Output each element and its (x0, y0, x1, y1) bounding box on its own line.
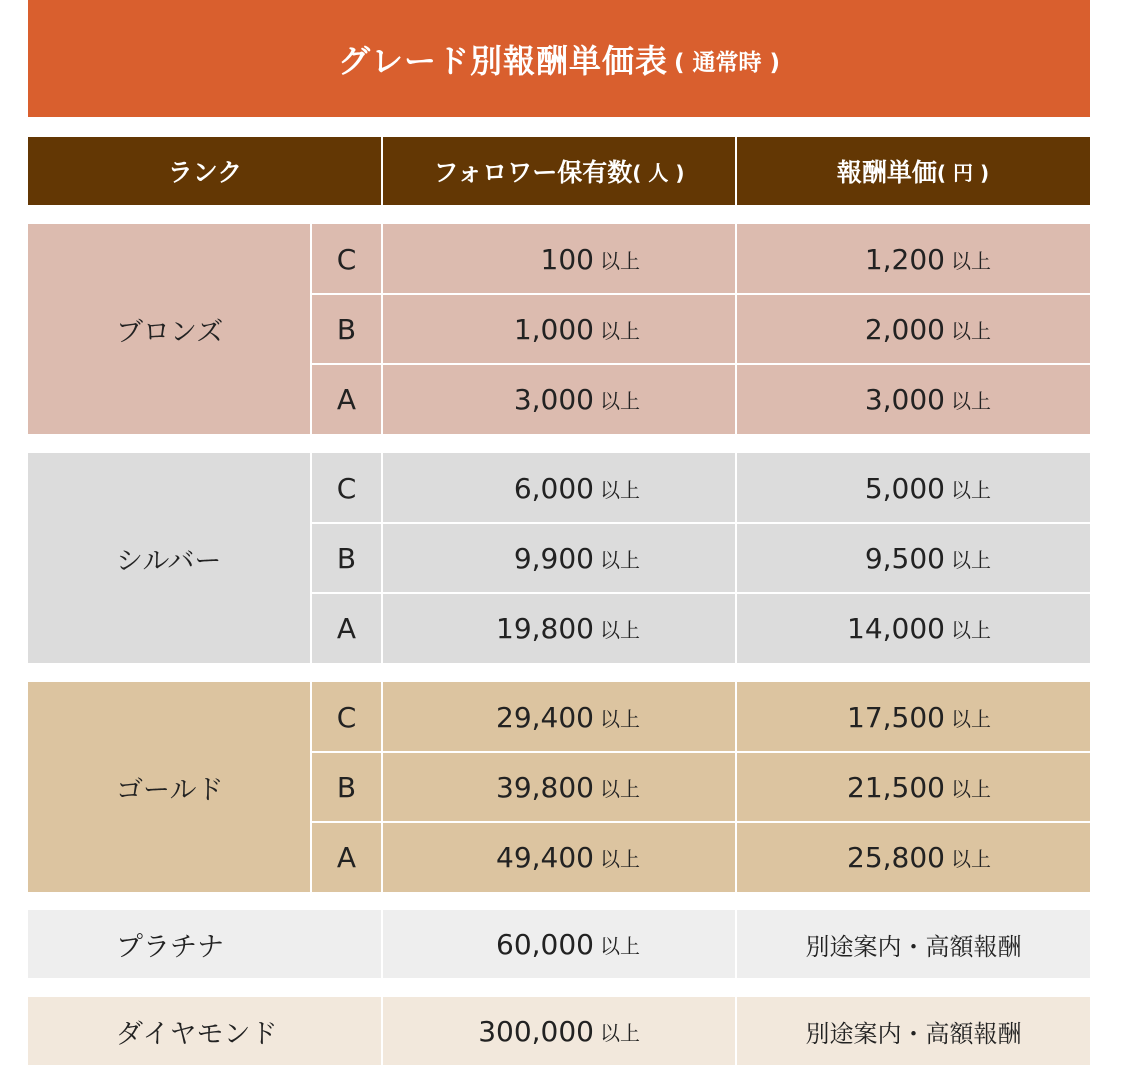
followers-cell-value: 9,900 (513, 541, 594, 575)
reward-cell-unit: 以上 (951, 706, 991, 731)
reward-cell (737, 593, 991, 663)
reward-cell-value: 5,000 (864, 471, 945, 505)
table-row (28, 593, 1090, 663)
reward-cell (737, 364, 991, 434)
followers-cell (383, 224, 640, 294)
followers-cell-unit: 以上 (600, 1020, 640, 1045)
followers-cell-unit: 以上 (600, 547, 640, 572)
reward-cell (737, 523, 991, 593)
grade-letter: C (336, 471, 357, 505)
followers-cell (383, 752, 640, 822)
title-main: グレード別報酬単価表 (337, 41, 668, 80)
followers-cell-value: 300,000 (478, 1014, 594, 1048)
grade-letter: A (336, 382, 357, 416)
rank-name: プラチナ (116, 931, 224, 963)
reward-cell-unit: 以上 (951, 846, 991, 871)
followers-cell-unit: 以上 (600, 318, 640, 343)
table-title (28, 0, 1090, 117)
reward-cell (737, 453, 991, 523)
grade-letter: B (336, 770, 357, 804)
table-row (28, 997, 1090, 1065)
followers-cell-value: 1,000 (513, 312, 594, 346)
followers-cell-unit: 以上 (600, 617, 640, 642)
reward-cell-value: 17,500 (847, 700, 945, 734)
followers-cell (383, 822, 640, 892)
reward-cell-unit: 以上 (951, 617, 991, 642)
reward-note: 別途案内・高額報酬 (805, 932, 1022, 961)
rank-name: ブロンズ (116, 316, 224, 348)
title-sub: ( 通常時 ) (673, 50, 781, 76)
followers-cell-value: 60,000 (496, 927, 594, 961)
reward-cell-unit: 以上 (951, 477, 991, 502)
reward-cell-value: 2,000 (864, 312, 945, 346)
followers-cell-unit: 以上 (600, 388, 640, 413)
followers-cell (383, 997, 640, 1065)
table-row (28, 822, 1090, 892)
followers-cell (383, 910, 640, 978)
followers-cell-unit: 以上 (600, 477, 640, 502)
followers-cell-unit: 以上 (600, 248, 640, 273)
followers-cell-unit: 以上 (600, 776, 640, 801)
table-row (28, 523, 1090, 593)
header-reward: 報酬単価 ( 円 ) (836, 158, 990, 187)
followers-cell (383, 453, 640, 523)
followers-cell-value: 49,400 (496, 840, 594, 874)
grade-letter: B (336, 312, 357, 346)
grade-letter: C (336, 700, 357, 734)
reward-cell-value: 1,200 (864, 242, 945, 276)
rank-group (28, 682, 1090, 892)
grade-letter: A (336, 840, 357, 874)
table-row (28, 910, 1090, 978)
table-row (28, 364, 1090, 434)
table-row (28, 224, 1090, 294)
reward-cell-value: 25,800 (847, 840, 945, 874)
rank-name: ゴールド (116, 774, 224, 806)
reward-cell-value: 9,500 (864, 541, 945, 575)
reward-cell (737, 822, 991, 892)
reward-cell-unit: 以上 (951, 547, 991, 572)
reward-cell-value: 21,500 (847, 770, 945, 804)
followers-cell-value: 100 (540, 242, 594, 276)
header-rank: ランク (167, 158, 243, 187)
table-row (28, 752, 1090, 822)
reward-cell-value: 14,000 (847, 611, 945, 645)
reward-cell-unit: 以上 (951, 248, 991, 273)
followers-cell-value: 39,800 (496, 770, 594, 804)
followers-cell (383, 294, 640, 364)
followers-cell-value: 29,400 (496, 700, 594, 734)
reward-cell (737, 294, 991, 364)
reward-cell (737, 224, 991, 294)
followers-cell (383, 682, 640, 752)
table-header (28, 137, 1090, 205)
followers-cell-unit: 以上 (600, 706, 640, 731)
rank-group (28, 453, 1090, 663)
reward-cell (737, 752, 991, 822)
table-row (28, 453, 1090, 523)
table-row (28, 682, 1090, 752)
grade-letter: B (336, 541, 357, 575)
grade-letter: C (336, 242, 357, 276)
followers-cell-value: 6,000 (513, 471, 594, 505)
reward-cell-unit: 以上 (951, 318, 991, 343)
followers-cell-unit: 以上 (600, 846, 640, 871)
reward-cell (737, 682, 991, 752)
reward-cell-value: 3,000 (864, 382, 945, 416)
reward-cell-unit: 以上 (951, 776, 991, 801)
followers-cell (383, 523, 640, 593)
grade-letter: A (336, 611, 357, 645)
followers-cell (383, 364, 640, 434)
header-followers-unit: ( 人 ) (632, 160, 685, 185)
rank-name: シルバー (116, 545, 222, 577)
followers-cell (383, 593, 640, 663)
table-row (28, 294, 1090, 364)
followers-cell-value: 19,800 (496, 611, 594, 645)
rank-name: ダイヤモンド (116, 1018, 278, 1050)
rank-group (28, 224, 1090, 434)
header-followers: フォロワー保有数 ( 人 ) (433, 158, 685, 187)
reward-note: 別途案内・高額報酬 (805, 1019, 1022, 1048)
header-reward-unit: ( 円 ) (936, 160, 990, 185)
followers-cell-value: 3,000 (513, 382, 594, 416)
reward-cell-unit: 以上 (951, 388, 991, 413)
followers-cell-unit: 以上 (600, 933, 640, 958)
